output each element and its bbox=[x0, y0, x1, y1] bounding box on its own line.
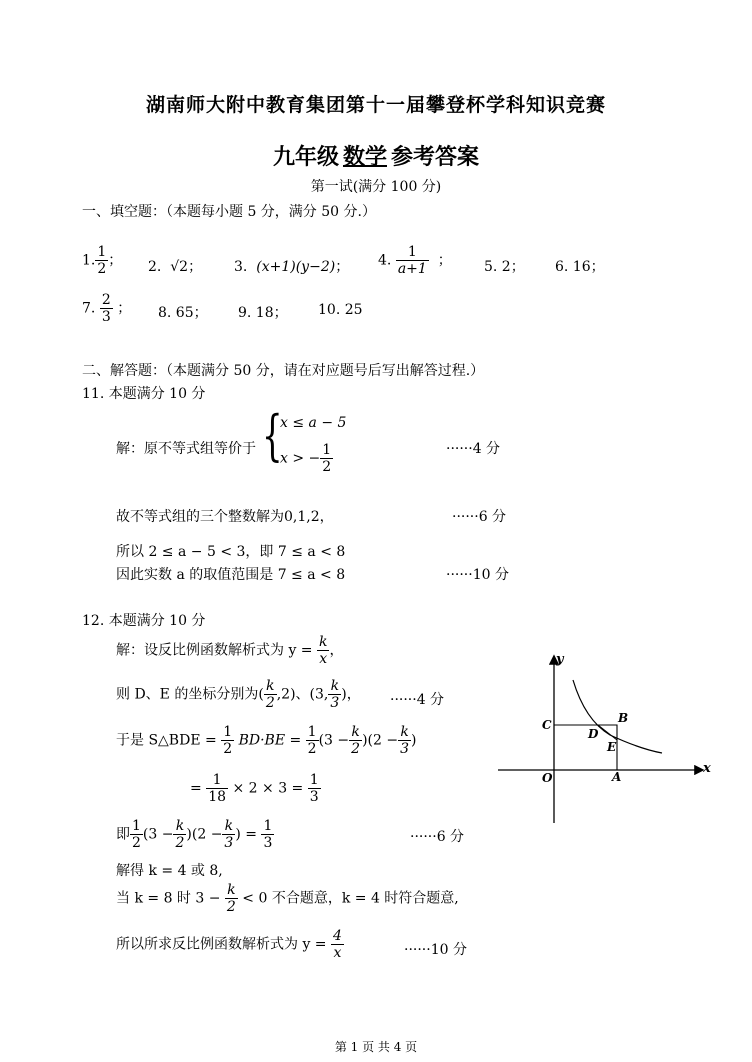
q11-score-2: ······6 分 bbox=[452, 509, 507, 525]
text: 所以所求反比例函数解析式为 y = bbox=[116, 936, 327, 953]
text: ， bbox=[329, 642, 344, 659]
q12-line5 bbox=[116, 818, 274, 851]
q11-score-1: ······4 分 bbox=[446, 441, 501, 457]
text: BD·BE = bbox=[238, 732, 302, 749]
fraction bbox=[225, 882, 238, 915]
q12-line1 bbox=[116, 634, 343, 667]
answer-row-2 bbox=[82, 292, 131, 325]
denominator: 2 bbox=[132, 835, 141, 851]
fraction bbox=[398, 724, 411, 757]
label-E: E bbox=[607, 740, 617, 754]
grade: 九年级 bbox=[272, 144, 339, 170]
fraction-k-over-x bbox=[317, 634, 329, 667]
label-B: B bbox=[618, 711, 629, 725]
separator: ； bbox=[335, 259, 350, 275]
denominator: 3 bbox=[400, 741, 410, 757]
numerator: 1 bbox=[309, 772, 319, 788]
numerator: k bbox=[264, 678, 277, 695]
text: 即 bbox=[116, 826, 130, 843]
coordinate-figure bbox=[490, 645, 720, 830]
separator: ； bbox=[108, 252, 123, 269]
text: ) = bbox=[235, 826, 257, 843]
answer-2-number: 2. bbox=[148, 259, 162, 275]
fraction bbox=[306, 724, 319, 757]
answer-1-number: 1. bbox=[82, 252, 96, 269]
document-title: 湖南师大附中教育集团第十一届攀登杯学科知识竞赛 bbox=[145, 94, 606, 116]
answer-2 bbox=[148, 256, 202, 276]
denominator: 3 bbox=[330, 695, 340, 711]
fraction bbox=[349, 724, 362, 757]
numerator: 1 bbox=[307, 724, 317, 740]
numerator: k bbox=[173, 818, 186, 835]
numerator: 1 bbox=[263, 818, 273, 834]
q11-system-line1: x ≤ a − 5 bbox=[280, 415, 347, 431]
text: ) bbox=[411, 732, 417, 749]
numerator: k bbox=[398, 724, 411, 741]
answer-4-fraction bbox=[396, 244, 429, 277]
separator: ； bbox=[437, 252, 452, 269]
text: )(2 − bbox=[362, 732, 399, 749]
q12-score-2: ······6 分 bbox=[410, 829, 465, 845]
q11-score-3: ······10 分 bbox=[446, 567, 509, 583]
subtitle-suffix: 参考答案 bbox=[391, 144, 480, 170]
denominator: 3 bbox=[224, 835, 234, 851]
denominator: 2 bbox=[322, 459, 332, 475]
numerator: k bbox=[225, 882, 238, 899]
denominator: x bbox=[333, 945, 342, 961]
denominator: 2 bbox=[223, 741, 233, 757]
numerator: k bbox=[319, 634, 328, 650]
q11-line2: 故不等式组的三个整数解为0,1,2， bbox=[116, 509, 334, 525]
answer-row-1 bbox=[82, 244, 122, 277]
label-O: O bbox=[542, 771, 553, 785]
fraction bbox=[331, 928, 344, 961]
denominator: 18 bbox=[208, 789, 227, 805]
fraction bbox=[328, 678, 341, 711]
answer-1-fraction bbox=[95, 244, 108, 277]
text: × 2 × 3 = bbox=[232, 780, 304, 797]
fraction bbox=[222, 818, 235, 851]
denominator: 3 bbox=[101, 309, 111, 325]
answer-8: 8. 65； bbox=[158, 305, 208, 321]
label-A: A bbox=[612, 770, 622, 784]
q12-line6: 解得 k = 4 或 8, bbox=[116, 863, 223, 879]
q12-line2 bbox=[116, 678, 361, 711]
section1-heading: 一、填空题：（本题每小题 5 分，满分 50 分.） bbox=[82, 204, 376, 220]
fraction bbox=[264, 678, 277, 711]
q11-line3: 所以 2 ≤ a − 5 < 3，即 7 ≤ a < 8 bbox=[116, 544, 346, 560]
label-C: C bbox=[542, 718, 552, 732]
q12-line7 bbox=[116, 882, 459, 915]
text: )(2 − bbox=[186, 826, 223, 843]
answer-4-number: 4. bbox=[378, 252, 392, 269]
fraction bbox=[261, 818, 274, 851]
label-y: y bbox=[556, 652, 564, 667]
fraction bbox=[206, 772, 228, 805]
denominator: 2 bbox=[97, 261, 107, 277]
text: = bbox=[190, 780, 202, 797]
label-D: D bbox=[588, 727, 599, 741]
text: 当 k = 8 时 3 − bbox=[116, 890, 221, 907]
numerator: 1 bbox=[206, 772, 228, 789]
numerator: k bbox=[349, 724, 362, 741]
numerator: 4 bbox=[333, 928, 342, 944]
answer-10: 10. 25 bbox=[318, 302, 363, 318]
numerator: 1 bbox=[223, 724, 233, 740]
text: ,2)、(3, bbox=[276, 686, 329, 703]
system-brace: { bbox=[262, 404, 283, 467]
test-label: 第一试(满分 100 分) bbox=[310, 179, 442, 195]
q12-line4 bbox=[190, 772, 321, 805]
answer-3 bbox=[234, 256, 349, 276]
denominator: 2 bbox=[351, 741, 361, 757]
q11-line1: 解：原不等式组等价于 bbox=[116, 441, 256, 457]
denominator: 3 bbox=[263, 835, 273, 851]
numerator: 1 bbox=[97, 244, 107, 260]
label-x: x bbox=[703, 761, 711, 776]
text: < 0 不合题意，k = 4 时符合题意, bbox=[242, 890, 459, 907]
numerator: 1 bbox=[322, 442, 332, 458]
fraction bbox=[173, 818, 186, 851]
text: )， bbox=[341, 686, 361, 703]
q12-line8 bbox=[116, 928, 344, 961]
fraction bbox=[308, 772, 321, 805]
q12-score-1: ······4 分 bbox=[390, 692, 445, 708]
separator: ； bbox=[117, 300, 132, 317]
separator: ； bbox=[188, 259, 203, 275]
fraction bbox=[130, 818, 143, 851]
answer-2-value: √2 bbox=[170, 259, 189, 275]
subject: 数学 bbox=[342, 144, 387, 170]
numerator: 1 bbox=[396, 244, 429, 261]
answer-7-fraction bbox=[100, 292, 113, 325]
system-line2-text: x > − bbox=[280, 450, 321, 467]
denominator: 2 bbox=[226, 899, 236, 915]
text: (3 − bbox=[318, 732, 350, 749]
numerator: 2 bbox=[101, 292, 111, 308]
q11-system-line2 bbox=[280, 442, 333, 475]
answer-6: 6. 16； bbox=[555, 259, 605, 275]
q12-score-3: ······10 分 bbox=[404, 942, 467, 958]
q12-line3 bbox=[116, 724, 416, 757]
denominator: a+1 bbox=[397, 261, 427, 277]
denominator: x bbox=[319, 651, 328, 667]
system-line2-fraction bbox=[320, 442, 333, 475]
numerator: k bbox=[222, 818, 235, 835]
numerator: 1 bbox=[132, 818, 141, 834]
denominator: 2 bbox=[307, 741, 317, 757]
numerator: k bbox=[328, 678, 341, 695]
text: 解：设反比例函数解析式为 y = bbox=[116, 642, 313, 659]
answer-9: 9. 18； bbox=[238, 305, 288, 321]
fraction bbox=[221, 724, 234, 757]
answer-3-value: (x+1)(y−2) bbox=[256, 259, 336, 275]
q11-line4: 因此实数 a 的取值范围是 7 ≤ a < 8 bbox=[116, 567, 346, 583]
section2-heading: 二、解答题：（本题满分 50 分，请在对应题号后写出解答过程.） bbox=[82, 363, 485, 379]
answer-3-number: 3. bbox=[234, 259, 248, 275]
document-subtitle bbox=[0, 140, 752, 171]
denominator: 3 bbox=[309, 789, 319, 805]
text: 于是 S△BDE = bbox=[116, 732, 217, 749]
denominator: 2 bbox=[175, 835, 185, 851]
text: (3 − bbox=[142, 826, 174, 843]
q11-label: 11. 本题满分 10 分 bbox=[82, 386, 206, 402]
answer-4 bbox=[378, 244, 452, 277]
q12-label: 12. 本题满分 10 分 bbox=[82, 613, 206, 629]
page-footer: 第 1 页 共 4 页 bbox=[334, 1040, 418, 1054]
segment-DE bbox=[598, 725, 617, 740]
denominator: 2 bbox=[265, 695, 275, 711]
answer-7-number: 7. bbox=[82, 300, 96, 317]
answer-5: 5. 2； bbox=[484, 259, 525, 275]
text: 则 D、E 的坐标分别为( bbox=[116, 686, 264, 703]
